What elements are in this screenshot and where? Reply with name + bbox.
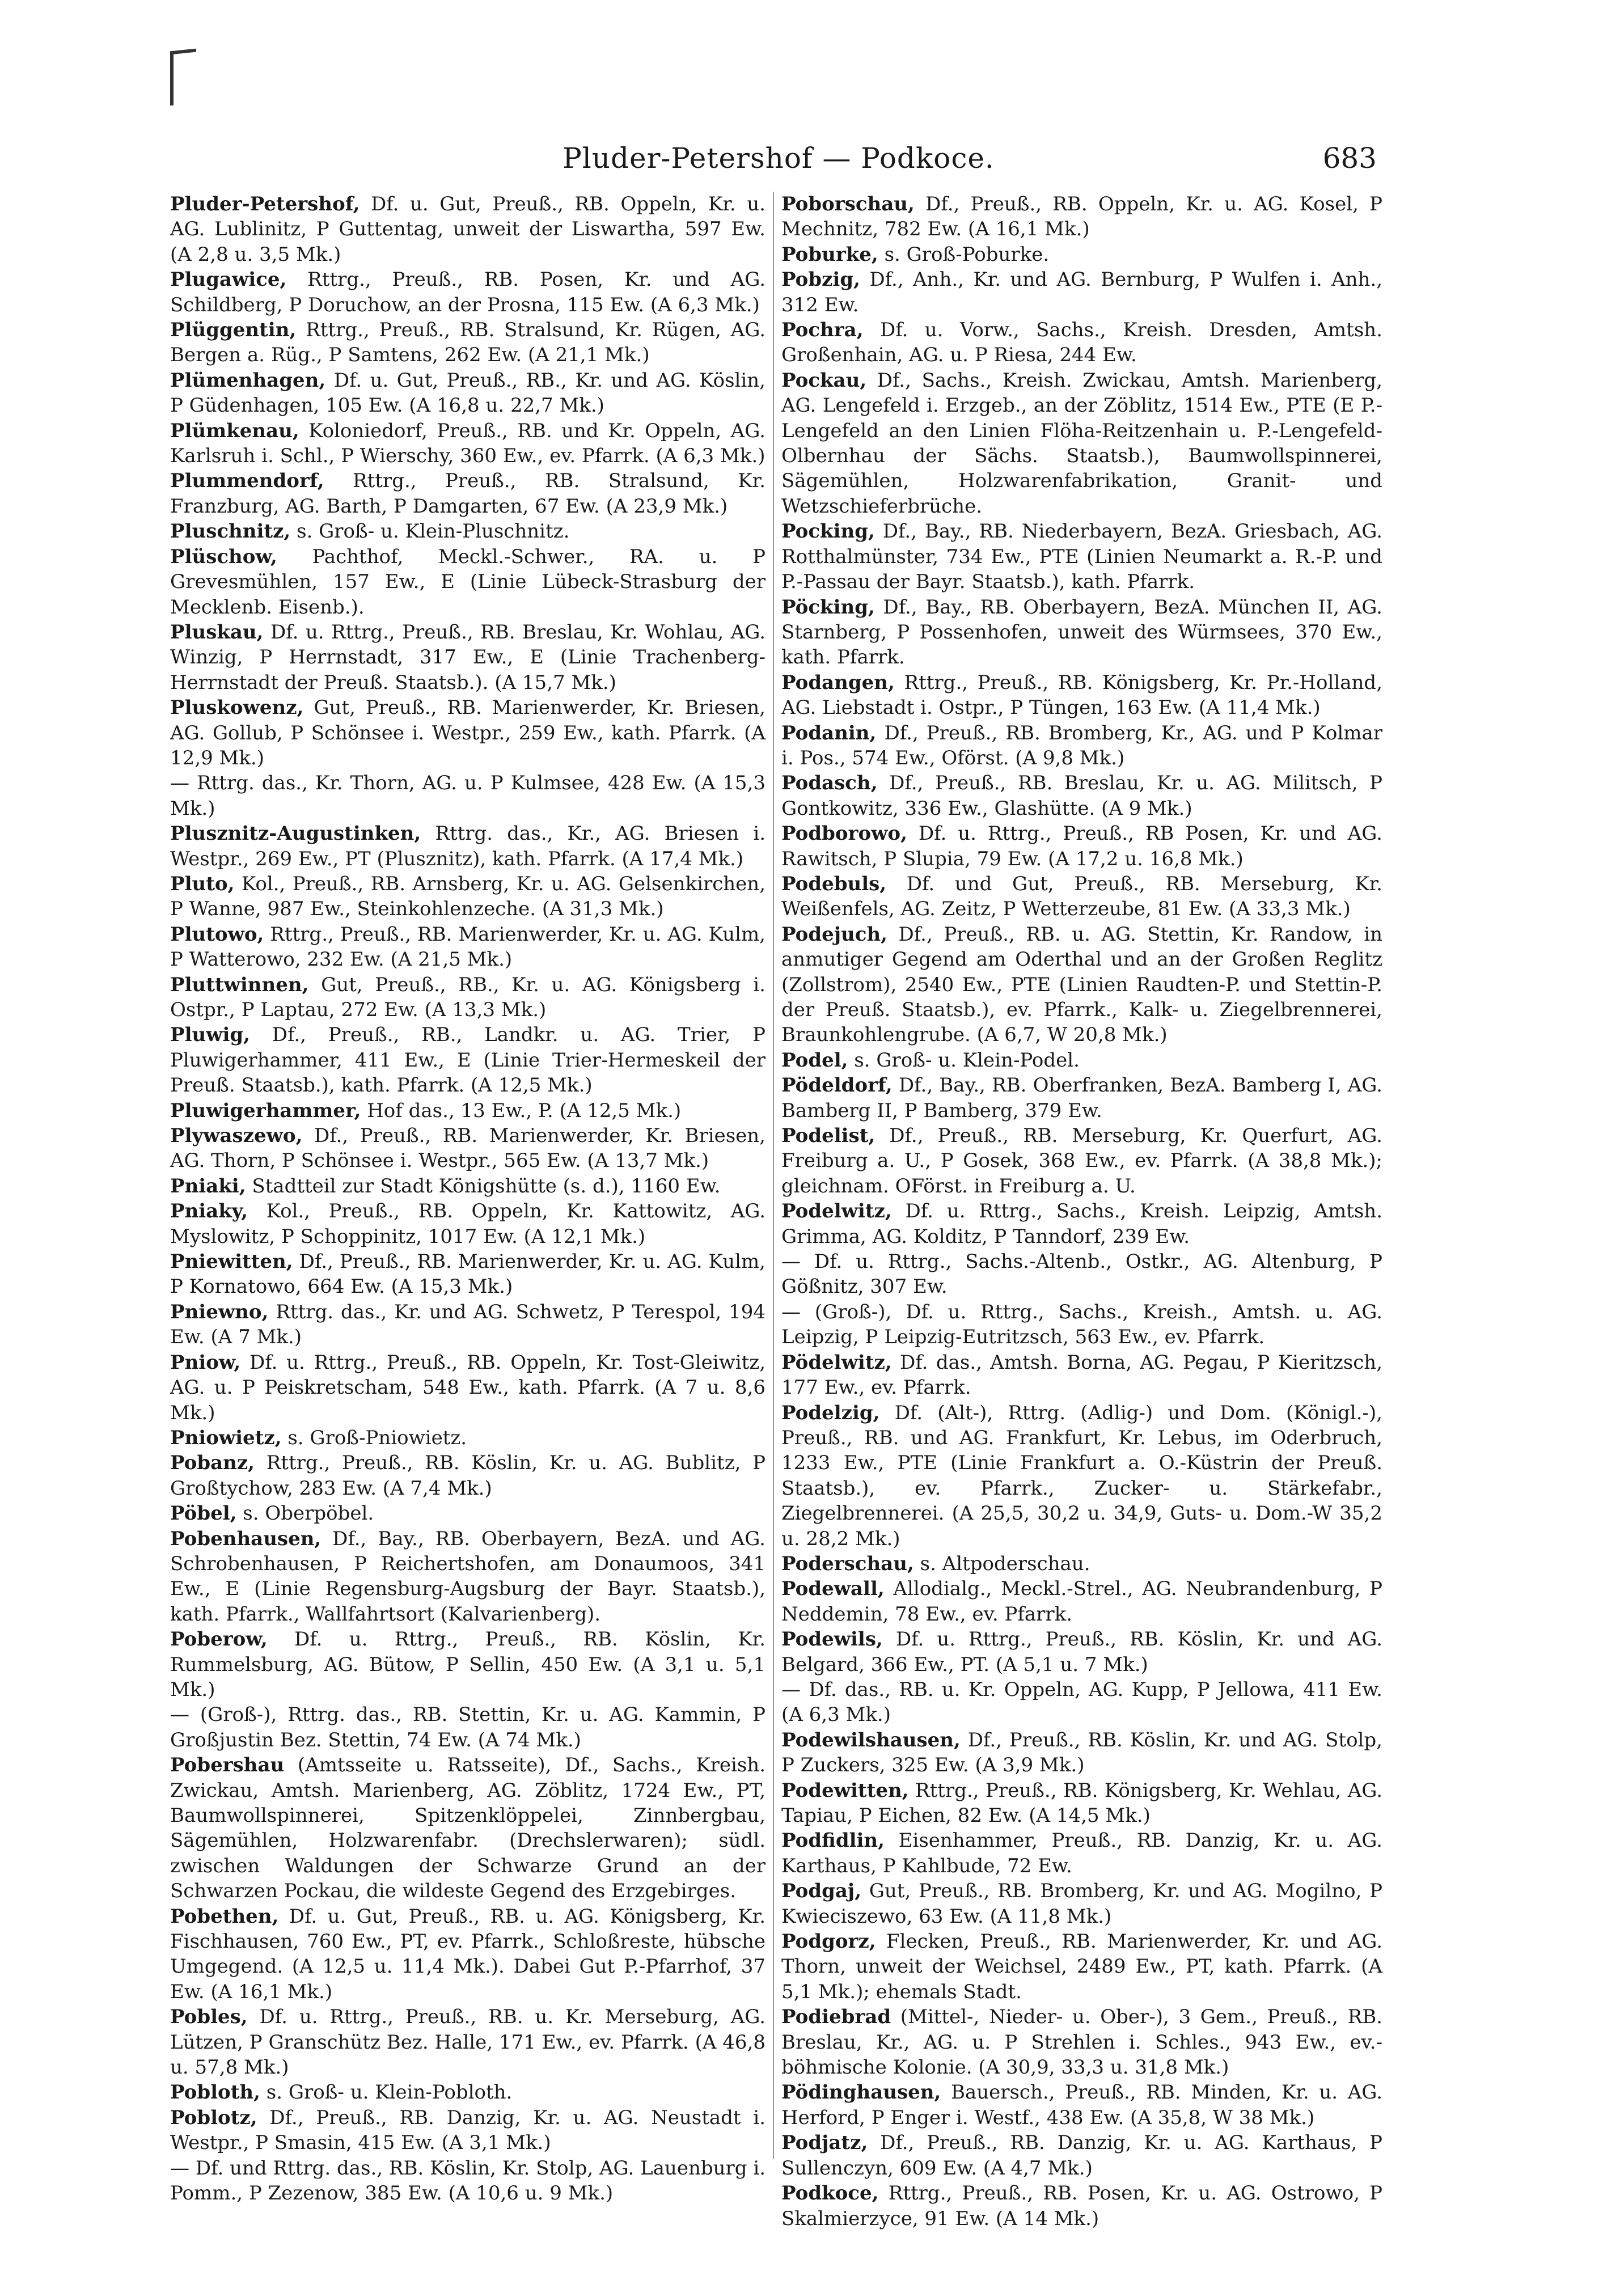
gazetteer-entry bbox=[170, 1627, 766, 1702]
entry-text: Df. u. Gut, Preuß., RB. u. AG. Königsberg, Kr. Fischhausen, 760 Ew., PT, ev. Pfarrk., Schloßreste, hübsche Umgegend. (A 12,5 u. 11,4 Mk.). Dabei Gut P.-Pfarrhof, 37 Ew. (A 16,1 Mk.) bbox=[170, 1905, 766, 2003]
entry-text: s. Groß- u. Klein-Pluschnitz. bbox=[290, 520, 570, 543]
entry-headword: Poborschau, bbox=[781, 193, 915, 215]
entry-headword: Pniaky, bbox=[170, 1200, 248, 1223]
page-number: 683 bbox=[1322, 142, 1377, 175]
entry-headword: Plusznitz-Augustinken, bbox=[170, 822, 421, 845]
entry-headword: Poblotz, bbox=[170, 2106, 257, 2129]
entry-headword: Pluskau, bbox=[170, 620, 264, 644]
entry-text: Pachthof, Meckl.-Schwer., RA. u. P Grevesmühlen, 157 Ew., E (Linie Lübeck-Strasburg der Mecklenb. Eisenb.). bbox=[170, 545, 766, 619]
entry-text: Df. u. Rttrg., Preuß., RB. Breslau, Kr. Wohlau, AG. Winzig, P Herrnstadt, 317 Ew., E (Linie Trachenberg-Herrnstadt der Preuß. Staatsb.). (A 15,7 Mk.) bbox=[170, 620, 766, 694]
entry-text: Df., Preuß., RB. Marienwerder, Kr. u. AG. Kulm, P Kornatowo, 664 Ew. (A 15,3 Mk.) bbox=[170, 1250, 766, 1298]
gazetteer-entry bbox=[781, 1828, 1382, 1879]
gazetteer-entry bbox=[781, 1576, 1382, 1627]
entry-headword: Pöcking, bbox=[781, 595, 875, 619]
entry-headword: Plummendorf, bbox=[170, 469, 324, 493]
entry-headword: Plugawice, bbox=[170, 268, 287, 291]
entry-text: Df., Preuß., RB. Danzig, Kr. u. AG. Karthaus, P Sullenczyn, 609 Ew. (A 4,7 Mk.) bbox=[781, 2131, 1382, 2180]
entry-headword: Plutowo, bbox=[170, 923, 264, 946]
entry-headword: Pöbel, bbox=[170, 1502, 237, 1525]
entry-headword: Podelist, bbox=[781, 1124, 876, 1148]
entry-headword: Plümkenau, bbox=[170, 419, 299, 442]
entry-text: — Df. und Rttrg. das., RB. Köslin, Kr. Stolp, AG. Lauenburg i. Pomm., P Zezenow, 385 Ew. (A 10,6 u. 9 Mk.) bbox=[170, 2156, 766, 2205]
entry-text: — (Groß-), Df. u. Rttrg., Sachs., Kreish., Amtsh. u. AG. Leipzig, P Leipzig-Eutritzsch, 563 Ew., ev. Pfarrk. bbox=[781, 1300, 1382, 1349]
entry-headword: Pluto, bbox=[170, 872, 235, 895]
gazetteer-entry bbox=[170, 418, 766, 469]
page-corner-mark bbox=[170, 49, 196, 106]
gazetteer-entry bbox=[170, 972, 766, 1023]
gazetteer-entry bbox=[170, 519, 766, 544]
gazetteer-entry bbox=[170, 1174, 766, 1199]
gazetteer-entry bbox=[170, 368, 766, 418]
entry-text: Rttrg. das., Kr., AG. Briesen i. Westpr., 269 Ew., PT (Plusznitz), kath. Pfarrk. (A 17,4 Mk.) bbox=[170, 822, 766, 870]
entry-text: Gut, Preuß., RB. Marienwerder, Kr. Briesen, AG. Gollub, P Schönsee i. Westpr., 259 Ew., kath. Pfarrk. (A 12,9 Mk.) bbox=[170, 696, 766, 769]
gazetteer-entry bbox=[170, 1022, 766, 1098]
entry-headword: Podasch, bbox=[781, 772, 878, 795]
entry-headword: Podelzig, bbox=[781, 1401, 880, 1424]
gazetteer-entry bbox=[170, 871, 766, 922]
gazetteer-entry bbox=[781, 1073, 1382, 1123]
gazetteer-entry bbox=[781, 192, 1382, 242]
entry-headword: Podanin, bbox=[781, 721, 877, 744]
entry-text: Df., Preuß., RB. Bromberg, Kr., AG. und P Kolmar i. Pos., 574 Ew., Oförst. (A 9,8 Mk.) bbox=[781, 721, 1382, 769]
gazetteer-entry bbox=[170, 267, 766, 318]
entry-headword: Podangen, bbox=[781, 671, 895, 694]
entry-text: s. Groß-Poburke. bbox=[878, 243, 1050, 266]
entry-headword: Pödeldorf, bbox=[781, 1074, 893, 1097]
entry-text: Df. u. Rttrg., Sachs., Kreish. Leipzig, Amtsh. Grimma, AG. Kolditz, P Tanndorf, 239 Ew. bbox=[781, 1200, 1382, 1248]
entry-headword: Pockau, bbox=[781, 369, 867, 392]
entry-text: — Df. das., RB. u. Kr. Oppeln, AG. Kupp, P Jellowa, 411 Ew. (A 6,3 Mk.) bbox=[781, 1678, 1382, 1727]
entry-text: Rttrg., Preuß., RB. Königsberg, Kr. Wehlau, AG. Tapiau, P Eichen, 82 Ew. (A 14,5 Mk.) bbox=[781, 1779, 1382, 1827]
entry-headword: Pniewitten, bbox=[170, 1250, 293, 1274]
entry-text: Df. u. Vorw., Sachs., Kreish. Dresden, Amtsh. Großenhain, AG. u. P Riesa, 244 Ew. bbox=[781, 319, 1382, 367]
gazetteer-entry bbox=[170, 1199, 766, 1249]
entry-headword: Podewilshausen, bbox=[781, 1728, 961, 1752]
entry-text: Rttrg., Preuß., RB. Stralsund, Kr. Rügen, AG. Bergen a. Rüg., P Samtens, 262 Ew. (A 21,1 Mk.) bbox=[170, 319, 766, 367]
entry-text: s. Oberpöbel. bbox=[236, 1502, 374, 1525]
entry-headword: Pniowietz, bbox=[170, 1426, 282, 1449]
entry-text: Flecken, Preuß., RB. Marienwerder, Kr. und AG. Thorn, unweit der Weichsel, 2489 Ew., PT, kath. Pfarrk. (A 5,1 Mk.); ehemals Stadt. bbox=[781, 1930, 1382, 2003]
entry-text: Df., Bay., RB. Oberbayern, BezA. München II, AG. Starnberg, P Possenhofen, unweit des Würmsees, 370 Ew., kath. Pfarrk. bbox=[781, 595, 1382, 669]
entry-headword: Pobanz, bbox=[170, 1452, 255, 1475]
entry-text: s. Groß- u. Klein-Pobloth. bbox=[260, 2081, 513, 2104]
entry-text: s. Groß- u. Klein-Podel. bbox=[848, 1048, 1080, 1072]
entry-text: Koloniedorf, Preuß., RB. und Kr. Oppeln, AG. Karlsruh i. Schl., P Wierschy, 360 Ew., ev. Pfarrk. (A 6,3 Mk.) bbox=[170, 419, 766, 468]
gazetteer-entry bbox=[781, 368, 1382, 519]
right-column bbox=[781, 192, 1382, 2230]
entry-headword: Poberow, bbox=[170, 1628, 268, 1651]
entry-text: Eisenhammer, Preuß., RB. Danzig, Kr. u. AG. Karthaus, P Kahlbude, 72 Ew. bbox=[781, 1829, 1382, 1877]
gazetteer-entry bbox=[781, 1249, 1382, 1300]
gazetteer-entry bbox=[170, 318, 766, 368]
entry-headword: Pobzig, bbox=[781, 268, 860, 291]
gazetteer-entry bbox=[170, 1753, 766, 1903]
entry-headword: Podgorz, bbox=[781, 1930, 876, 1953]
gazetteer-entry bbox=[170, 620, 766, 695]
entry-text: Rttrg., Preuß., RB. Stralsund, Kr. Franzburg, AG. Barth, P Damgarten, 67 Ew. (A 23,9 Mk.) bbox=[170, 469, 766, 518]
entry-headword: Poderschau, bbox=[781, 1552, 914, 1575]
entry-text: Df. u. Gut, Preuß., RB., Kr. und AG. Köslin, P Güdenhagen, 105 Ew. (A 16,8 u. 22,7 Mk.) bbox=[170, 369, 766, 417]
entry-text: Df., Preuß., RB., Landkr. u. AG. Trier, P Pluwigerhammer, 411 Ew., E (Linie Trier-Hermeskeil der Preuß. Staatsb.), kath. Pfarrk. (A 12,5 Mk.) bbox=[170, 1023, 766, 1097]
gazetteer-entry bbox=[781, 821, 1382, 871]
gazetteer-entry bbox=[781, 771, 1382, 821]
gazetteer-entry bbox=[170, 1123, 766, 1174]
entry-headword: Podewitten, bbox=[781, 1779, 909, 1802]
entry-text: Df., Preuß., RB. Marienwerder, Kr. Briesen, AG. Thorn, P Schönsee i. Westpr., 565 Ew. (A 13,7 Mk.) bbox=[170, 1124, 766, 1173]
gazetteer-entry bbox=[781, 1627, 1382, 1677]
gazetteer-entry bbox=[170, 1450, 766, 1501]
gazetteer-entry bbox=[170, 695, 766, 771]
entry-headword: Podebuls, bbox=[781, 872, 887, 895]
entry-text: Allodialg., Meckl.-Strel., AG. Neubrandenburg, P Neddemin, 78 Ew., ev. Pfarrk. bbox=[781, 1577, 1382, 1626]
entry-headword: Podelwitz, bbox=[781, 1200, 892, 1223]
gazetteer-entry bbox=[781, 2080, 1382, 2130]
gazetteer-entry bbox=[781, 1778, 1382, 1829]
entry-text: s. Groß-Pniowietz. bbox=[281, 1426, 467, 1449]
entry-text: Rttrg., Preuß., RB. Marienwerder, Kr. u. AG. Kulm, P Watterowo, 232 Ew. (A 21,5 Mk.) bbox=[170, 923, 766, 971]
entry-text: Stadtteil zur Stadt Königshütte (s. d.), 1160 Ew. bbox=[246, 1174, 721, 1198]
gazetteer-entry bbox=[170, 1425, 766, 1450]
entry-text: Df., Preuß., RB. Breslau, Kr. u. AG. Militsch, P Gontkowitz, 336 Ew., Glashütte. (A 9 Mk.) bbox=[781, 772, 1382, 820]
entry-text: Df., Bay., RB. Oberbayern, BezA. und AG. Schrobenhausen, P Reichertshofen, am Donaumoos, 341 Ew., E (Linie Regensburg-Augsburg der Bayr. Staatsb.), kath. Pfarrk., Wallfahrtsort (Kalvarienberg). bbox=[170, 1527, 766, 1626]
entry-headword: Pluder-Petershof, bbox=[170, 193, 360, 215]
gazetteer-entry bbox=[781, 1929, 1382, 2004]
gazetteer-entry bbox=[781, 519, 1382, 594]
entry-headword: Plüggentin, bbox=[170, 319, 297, 342]
gazetteer-entry bbox=[781, 670, 1382, 721]
entry-text: Df. u. Rttrg., Preuß., RB. Köslin, Kr. Rummelsburg, AG. Bütow, P Sellin, 450 Ew. (A 3,1 u. 5,1 Mk.) bbox=[170, 1628, 766, 1701]
entry-headword: Pödinghausen, bbox=[781, 2081, 941, 2104]
entry-headword: Pluskowenz, bbox=[170, 696, 304, 720]
entry-text: Rttrg., Preuß., RB. Posen, Kr. u. AG. Ostrowo, P Skalmierzyce, 91 Ew. (A 14 Mk.) bbox=[781, 2182, 1382, 2230]
entry-headword: Pniewno, bbox=[170, 1300, 269, 1323]
gazetteer-entry bbox=[781, 1677, 1382, 1728]
gazetteer-entry bbox=[781, 242, 1382, 267]
entry-text: Df., Anh., Kr. und AG. Bernburg, P Wulfen i. Anh., 312 Ew. bbox=[781, 268, 1382, 316]
entry-headword: Pobles, bbox=[170, 2006, 248, 2029]
entry-text: — Df. u. Rttrg., Sachs.-Altenb., Ostkr., AG. Altenburg, P Gößnitz, 307 Ew. bbox=[781, 1250, 1382, 1298]
gazetteer-entry bbox=[170, 1249, 766, 1300]
gazetteer-entry bbox=[781, 2130, 1382, 2181]
gazetteer-entry bbox=[170, 2156, 766, 2206]
entry-headword: Pluwigerhammer, bbox=[170, 1099, 361, 1122]
gazetteer-entry bbox=[781, 1300, 1382, 1350]
entry-text: Df., Bay., RB. Niederbayern, BezA. Griesbach, AG. Rotthalmünster, 734 Ew., PTE (Linien Neumarkt a. R.-P. und P.-Passau der Bayr. Staatsb.), kath. Pfarrk. bbox=[781, 520, 1382, 594]
gazetteer-entry bbox=[781, 1199, 1382, 1249]
gazetteer-entry bbox=[781, 318, 1382, 368]
entry-headword: Podborowo, bbox=[781, 822, 907, 845]
entry-text: Gut, Preuß., RB., Kr. u. AG. Königsberg i. Ostpr., P Laptau, 272 Ew. (A 13,3 Mk.) bbox=[170, 973, 766, 1021]
entry-headword: Podejuch, bbox=[781, 923, 888, 946]
gazetteer-entry bbox=[170, 821, 766, 871]
running-title: Pluder-Petershof — Podkoce. bbox=[563, 142, 995, 175]
entry-headword: Pobershau bbox=[170, 1754, 285, 1777]
gazetteer-entry bbox=[170, 1501, 766, 1526]
gazetteer-entry bbox=[170, 544, 766, 620]
entry-text: Rttrg., Preuß., RB. Königsberg, Kr. Pr.-Holland, AG. Liebstadt i. Ostpr., P Tüngen, 163 Ew. (A 11,4 Mk.) bbox=[781, 671, 1382, 720]
gazetteer-entry bbox=[781, 2004, 1382, 2080]
entry-text: Df., Bay., RB. Oberfranken, BezA. Bamberg I, AG. Bamberg II, P Bamberg, 379 Ew. bbox=[781, 1074, 1382, 1122]
entry-headword: Podel, bbox=[781, 1048, 848, 1072]
gazetteer-entry bbox=[781, 1401, 1382, 1551]
entry-text: Bauersch., Preuß., RB. Minden, Kr. u. AG. Herford, P Enger i. Westf., 438 Ew. (A 35,8, W 38 Mk.) bbox=[781, 2081, 1382, 2129]
entry-text: Df. (Alt-), Rttrg. (Adlig-) und Dom. (Königl.-), Preuß., RB. und AG. Frankfurt, Kr. Lebus, im Oderbruch, 1233 Ew., PTE (Linie Frankfurt a. O.-Küstrin der Preuß. Staatsb.), ev. Pfarrk., Zucker- u. Stärkefabr., Ziegelbrennerei. (A 25,5, 30,2 u. 34,9, Guts- u. Dom.-W 35,2 u. 28,2 Mk.) bbox=[781, 1401, 1382, 1550]
gazetteer-entry bbox=[781, 1048, 1382, 1073]
entry-headword: Pobloth, bbox=[170, 2081, 260, 2104]
entry-headword: Poburke, bbox=[781, 243, 878, 266]
gazetteer-entry bbox=[781, 1728, 1382, 1778]
entry-text: — Rttrg. das., Kr. Thorn, AG. u. P Kulmsee, 428 Ew. (A 15,3 Mk.) bbox=[170, 772, 766, 820]
entry-text: Gut, Preuß., RB. Bromberg, Kr. und AG. Mogilno, P Kwieciszewo, 63 Ew. (A 11,8 Mk.) bbox=[781, 1880, 1382, 1928]
entry-headword: Pluttwinnen, bbox=[170, 973, 309, 996]
gazetteer-entry bbox=[170, 2080, 766, 2105]
entry-text: Kol., Preuß., RB. Arnsberg, Kr. u. AG. Gelsenkirchen, P Wanne, 987 Ew., Steinkohlenzeche. (A 31,3 Mk.) bbox=[170, 872, 766, 921]
entry-headword: Podkoce, bbox=[781, 2182, 879, 2205]
entry-text: Df. u. Rttrg., Preuß., RB Posen, Kr. und AG. Rawitsch, P Slupia, 79 Ew. (A 17,2 u. 16,8 Mk.) bbox=[781, 822, 1382, 870]
gazetteer-entry bbox=[170, 468, 766, 519]
entry-headword: Podewall, bbox=[781, 1577, 885, 1601]
gazetteer-entry bbox=[781, 1879, 1382, 1929]
gazetteer-entry bbox=[781, 1551, 1382, 1576]
gazetteer-entry bbox=[781, 1350, 1382, 1401]
entry-headword: Podgaj, bbox=[781, 1880, 862, 1903]
entry-text: Df., Preuß., RB. Danzig, Kr. u. AG. Neustadt i. Westpr., P Smasin, 415 Ew. (A 3,1 Mk.) bbox=[170, 2106, 766, 2155]
entry-headword: Podewils, bbox=[781, 1628, 883, 1651]
entry-text: Df. und Gut, Preuß., RB. Merseburg, Kr. Weißenfels, AG. Zeitz, P Wetterzeube, 81 Ew. (A 33,3 Mk.) bbox=[781, 872, 1382, 921]
entry-headword: Plümenhagen, bbox=[170, 369, 326, 392]
entry-text: Rttrg., Preuß., RB. Posen, Kr. und AG. Schildberg, P Doruchow, an der Prosna, 115 Ew. (A 6,3 Mk.) bbox=[170, 268, 766, 316]
gazetteer-entry bbox=[170, 771, 766, 821]
entry-text: Hof das., 13 Ew., P. (A 12,5 Mk.) bbox=[361, 1099, 682, 1122]
gazetteer-entry bbox=[781, 922, 1382, 1048]
entry-text: Df., Preuß., RB. Oppeln, Kr. u. AG. Kosel, P Mechnitz, 782 Ew. (A 16,1 Mk.) bbox=[781, 193, 1382, 241]
gazetteer-entry bbox=[170, 1098, 766, 1123]
gazetteer-entry bbox=[170, 1904, 766, 2005]
gazetteer-entry bbox=[781, 1123, 1382, 1199]
gazetteer-entry bbox=[781, 2181, 1382, 2231]
entry-headword: Pniaki, bbox=[170, 1174, 246, 1198]
entry-text: Df., Preuß., RB. Köslin, Kr. und AG. Stolp, P Zuckers, 325 Ew. (A 3,9 Mk.) bbox=[781, 1728, 1382, 1777]
column-divider bbox=[773, 192, 774, 2159]
entry-headword: Plywaszewo, bbox=[170, 1124, 303, 1148]
gazetteer-entry bbox=[170, 1350, 766, 1425]
left-column bbox=[170, 192, 766, 2205]
gazetteer-entry bbox=[170, 1702, 766, 1753]
gazetteer-entry bbox=[170, 2105, 766, 2156]
entry-headword: Pobethen, bbox=[170, 1905, 279, 1928]
entry-text: (Mittel-, Nieder- u. Ober-), 3 Gem., Preuß., RB. Breslau, Kr., AG. u. P Strehlen i. Schles., 943 Ew., ev.-böhmische Kolonie. (A 30,9, 33,3 u. 31,8 Mk.) bbox=[781, 2006, 1382, 2079]
entry-headword: Podiebrad bbox=[781, 2006, 891, 2029]
entry-headword: Pniow, bbox=[170, 1351, 241, 1374]
entry-text: Df. u. Rttrg., Preuß., RB. Köslin, Kr. und AG. Belgard, 366 Ew., PT. (A 5,1 u. 7 Mk.) bbox=[781, 1628, 1382, 1676]
entry-text: — (Groß-), Rttrg. das., RB. Stettin, Kr. u. AG. Kammin, P Großjustin Bez. Stettin, 74 Ew. (A 74 Mk.) bbox=[170, 1703, 766, 1752]
gazetteer-entry bbox=[170, 192, 766, 267]
entry-text: Df., Preuß., RB. u. AG. Stettin, Kr. Randow, in anmutiger Gegend am Oderthal und an der Großen Reglitz (Zollstrom), 2540 Ew., PTE (Linien Raudten-P. und Stettin-P. der Preuß. Staatsb.), ev. Pfarrk., Kalk- u. Ziegelbrennerei, Braunkohlengrube. (A 6,7, W 20,8 Mk.) bbox=[781, 923, 1382, 1047]
entry-text: s. Altpoderschau. bbox=[914, 1552, 1090, 1575]
entry-headword: Pluschnitz, bbox=[170, 520, 291, 543]
entry-headword: Pochra, bbox=[781, 319, 864, 342]
entry-text: Df. u. Rttrg., Preuß., RB. u. Kr. Merseburg, AG. Lützen, P Granschütz Bez. Halle, 171 Ew., ev. Pfarrk. (A 46,8 u. 57,8 Mk.) bbox=[170, 2006, 766, 2079]
gazetteer-entry bbox=[781, 595, 1382, 670]
page-header bbox=[180, 135, 1377, 186]
entry-text: Kol., Preuß., RB. Oppeln, Kr. Kattowitz, AG. Myslowitz, P Schoppinitz, 1017 Ew. (A 12,1 Mk.) bbox=[170, 1200, 766, 1248]
gazetteer-entry bbox=[781, 267, 1382, 318]
gazetteer-entry bbox=[170, 1300, 766, 1350]
entry-text: Df. das., Amtsh. Borna, AG. Pegau, P Kieritzsch, 177 Ew., ev. Pfarrk. bbox=[781, 1351, 1382, 1399]
gazetteer-entry bbox=[781, 721, 1382, 771]
entry-text: Df. u. Gut, Preuß., RB. Oppeln, Kr. u. AG. Lublinitz, P Guttentag, unweit der Liswartha, 597 Ew. (A 2,8 u. 3,5 Mk.) bbox=[170, 193, 766, 266]
gazetteer-entry bbox=[781, 871, 1382, 922]
entry-text: Df. u. Rttrg., Preuß., RB. Oppeln, Kr. Tost-Gleiwitz, AG. u. P Peiskretscham, 548 Ew., kath. Pfarrk. (A 7 u. 8,6 Mk.) bbox=[170, 1351, 766, 1424]
entry-text: Df., Sachs., Kreish. Zwickau, Amtsh. Marienberg, AG. Lengefeld i. Erzgeb., an der Zöblitz, 1514 Ew., PTE (E P.-Lengefeld an den Linien Flöha-Reitzenhain u. P.-Lengefeld-Olbernhau der Sächs. Staatsb.), Baumwollspinnerei, Sägemühlen, Holzwarenfabrikation, Granit- und Wetzschieferbrüche. bbox=[781, 369, 1382, 518]
entry-headword: Pödelwitz, bbox=[781, 1351, 892, 1374]
gazetteer-entry bbox=[170, 922, 766, 972]
entry-headword: Podfidlin, bbox=[781, 1829, 885, 1852]
entry-headword: Plüschow, bbox=[170, 545, 277, 568]
entry-headword: Podjatz, bbox=[781, 2131, 868, 2155]
entry-text: Rttrg. das., Kr. und AG. Schwetz, P Terespol, 194 Ew. (A 7 Mk.) bbox=[170, 1300, 766, 1349]
gazetteer-entry bbox=[170, 2004, 766, 2080]
entry-text: (Amtsseite u. Ratsseite), Df., Sachs., Kreish. Zwickau, Amtsh. Marienberg, AG. Zöblitz, 1724 Ew., PT, Baumwollspinnerei, Spitzenklöppelei, Zinnbergbau, Sägemühlen, Holzwarenfabr. (Drechslerwaren); südl. zwischen Waldungen der Schwarze Grund an der Schwarzen Pockau, die wildeste Gegend des Erzgebirges. bbox=[170, 1754, 766, 1903]
entry-text: Rttrg., Preuß., RB. Köslin, Kr. u. AG. Bublitz, P Großtychow, 283 Ew. (A 7,4 Mk.) bbox=[170, 1452, 766, 1500]
entry-headword: Pocking, bbox=[781, 520, 875, 543]
entry-headword: Pluwig, bbox=[170, 1023, 250, 1047]
gazetteer-entry bbox=[170, 1526, 766, 1627]
entry-headword: Pobenhausen, bbox=[170, 1527, 322, 1550]
entry-text: Df., Preuß., RB. Merseburg, Kr. Querfurt, AG. Freiburg a. U., P Gosek, 368 Ew., ev. Pfarrk. (A 38,8 Mk.); gleichnam. OFörst. in Freiburg a. U. bbox=[781, 1124, 1382, 1198]
